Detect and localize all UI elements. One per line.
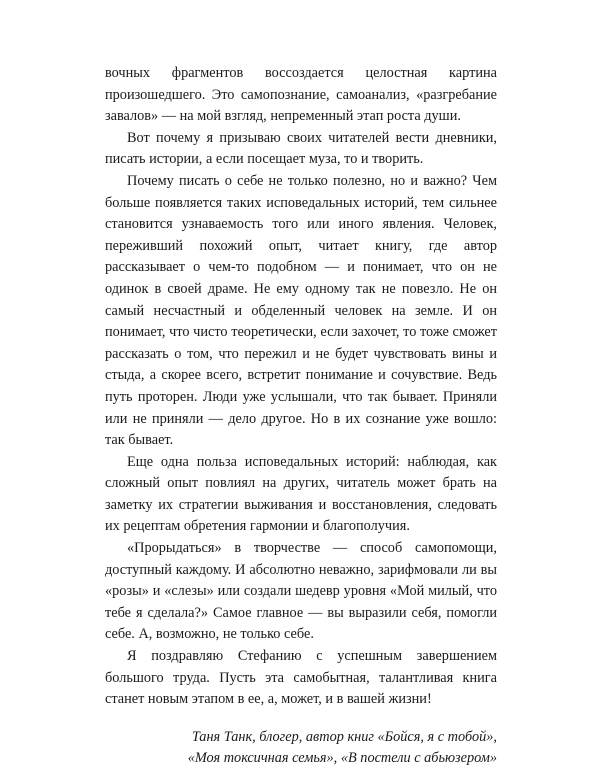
signature-line: Таня Танк, блогер, автор книг «Бойся, я с тобой»,: [191, 728, 497, 745]
paragraph-continuation: вочных фрагментов воссоздается целостная картина произошедшего. Это самопознание, самоанализ, «разгребание завалов» — на мой взгляд, непременный этап роста души.: [105, 65, 497, 125]
paragraph: Я поздравляю Стефанию с успешным завершением большого труда. Пусть эта самобытная, талантливая книга станет новым этапом в ее, а, может, и в вашей жизни!: [105, 648, 497, 708]
paragraph: Вот почему я призываю своих читателей вести дневники, писать истории, а если посещает муза, то и творить.: [105, 129, 497, 168]
paragraph: «Прорыдаться» в творчестве — способ самопомощи, доступный каждому. И абсолютно неважно, зарифмовали ли вы «розы» и «слезы» или создали шедевр уровня «Мой милый, что тебе я сделала?» Самое главное — вы выразили себя, помогли себе. А, возможно, не только себе.: [105, 540, 497, 643]
paragraph: Еще одна польза исповедальных историй: наблюдая, как сложный опыт повлиял на других, читатель может брать на заметку их стратегии выживания и восстановления, следовать их рецептам обретения гармонии и благополучия.: [105, 453, 497, 535]
signature-line: «Моя токсичная семья», «В постели с абьюзером»: [187, 750, 497, 767]
paragraph: Почему писать о себе не только полезно, но и важно? Чем больше появляется таких исповедальных историй, тем сильнее становится узнаваемость того или иного явления. Человек, переживший похожий опыт, читает книгу, где автор рассказывает о чем-то подобном — и понимает, что он не одинок в своей драме. Не ему одному так не повезло. Не он самый несчастный и обделенный человек на земле. И он понимает, что чисто теоретически, если захочет, то тоже сможет рассказать о том, что пережил и не будет чувствовать вины и стыда, а скорее всего, встретит понимание и сочувствие. Ведь путь проторен. Люди уже услышали, что так бывает. Приняли или не приняли — дело другое. Но в их сознание уже вошло: так бывает.: [105, 172, 497, 449]
body-text: [105, 63, 497, 770]
author-signature: [105, 727, 497, 770]
